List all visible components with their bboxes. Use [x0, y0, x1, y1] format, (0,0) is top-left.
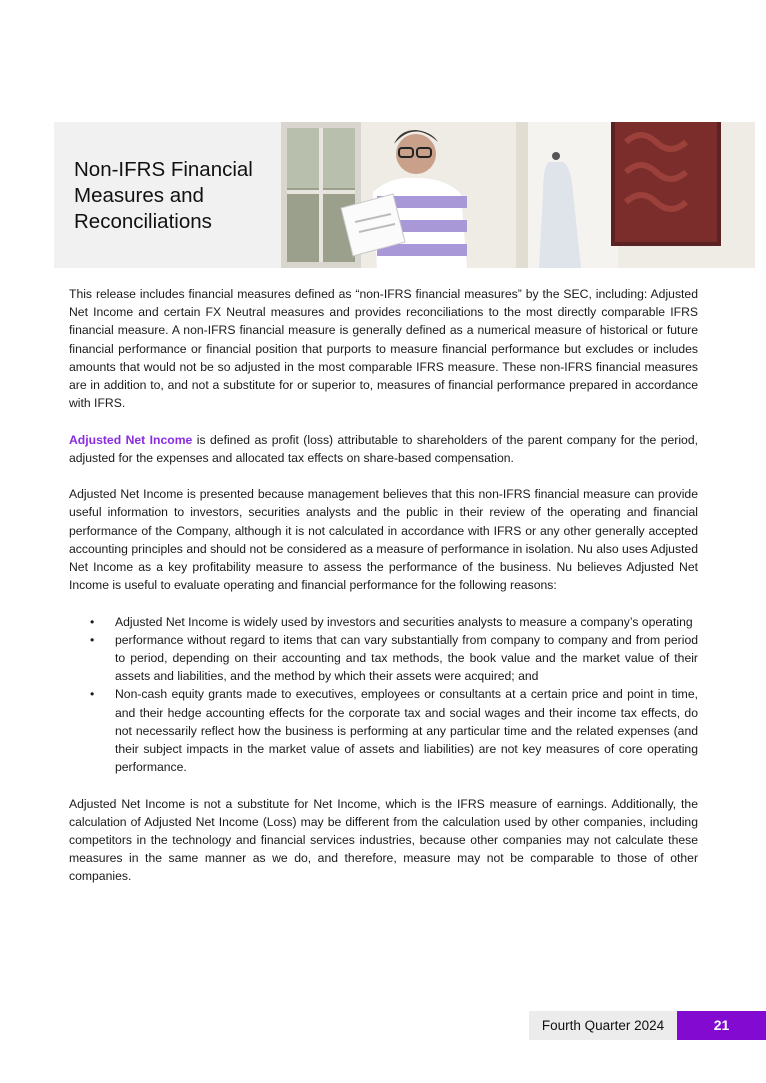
header-photo	[281, 122, 755, 268]
reasons-list	[69, 613, 698, 777]
list-item-text: Adjusted Net Income is widely used by investors and securities analysts to measure a company’s operating	[115, 614, 693, 629]
closing-paragraph: Adjusted Net Income is not a substitute for Net Income, which is the IFRS measure of earnings. Additionally, the calculation of Adjusted Net Income (Loss) may be different from the calculation used by other companies, including competitors in the technology and financial services industries, because other companies may not calculate these measures in the same manner as we do, and therefore, measure may not be comparable to those of other companies.	[69, 796, 698, 884]
list-item	[69, 685, 698, 776]
header-photo-illustration	[281, 122, 755, 268]
list-item	[69, 631, 698, 686]
content	[69, 285, 698, 904]
defined-term: Adjusted Net Income	[69, 432, 193, 447]
intro-paragraph: This release includes financial measures defined as “non-IFRS financial measures” by the SEC, including: Adjusted Net Income and certain FX Neutral measures and provides reconciliations to the most directly comparable IFRS financial measure. A non-IFRS financial measure is generally defined as a numerical measure of historical or future financial performance or financial position that purports to measure financial performance but excludes or includes amounts that would not be so adjusted in the most comparable IFRS measure. These non-IFRS financial measures are in addition to, and not a substitute for or superior to, measures of financial performance prepared in accordance with IFRS.	[69, 287, 698, 411]
definition-text: is defined as profit (loss) attributable to shareholders of the parent company for the period, adjusted for the expenses and allocated tax effects on share-based compensation.	[69, 432, 699, 465]
rationale-paragraph: Adjusted Net Income is presented because management believes that this non-IFRS financial measure can provide useful information to investors, securities analysts and the public in their review of the operating and financial performance of the Company, although it is not calculated in accordance with IFRS or any other generally accepted accounting principles and should not be considered as a measure of performance in isolation. Nu also uses Adjusted Net Income as a key profitability measure to assess the performance of the business. Nu believes Adjusted Net Income is useful to evaluate operating and financial performance for the following reasons:	[69, 487, 698, 593]
list-item-text: performance without regard to items that can vary substantially from company to company and from period to period, depending on their accounting and tax methods, the book value and the market value of their assets and liabilities, and the method by which their assets were acquired; and	[115, 632, 698, 684]
list-item	[69, 613, 698, 631]
list-item-text: Non-cash equity grants made to executives, employees or consultants at a certain price and point in time, and their hedge accounting effects for the corporate tax and social wages and their income tax effects, do not necessarily reflect how the business is performing at any particular time and the related expenses (and their subject impacts in the market value of assets and liabilities) are not key measures of core operating performance.	[115, 687, 698, 775]
page-number: 21	[677, 1011, 766, 1040]
bullet-icon: •	[90, 614, 95, 629]
definition-paragraph	[69, 431, 698, 467]
page-title: Non-IFRS Financial Measures and Reconciliations	[74, 158, 253, 233]
bullet-icon: •	[90, 632, 95, 647]
footer-period-label: Fourth Quarter 2024	[529, 1011, 677, 1040]
bullet-icon: •	[90, 687, 95, 702]
